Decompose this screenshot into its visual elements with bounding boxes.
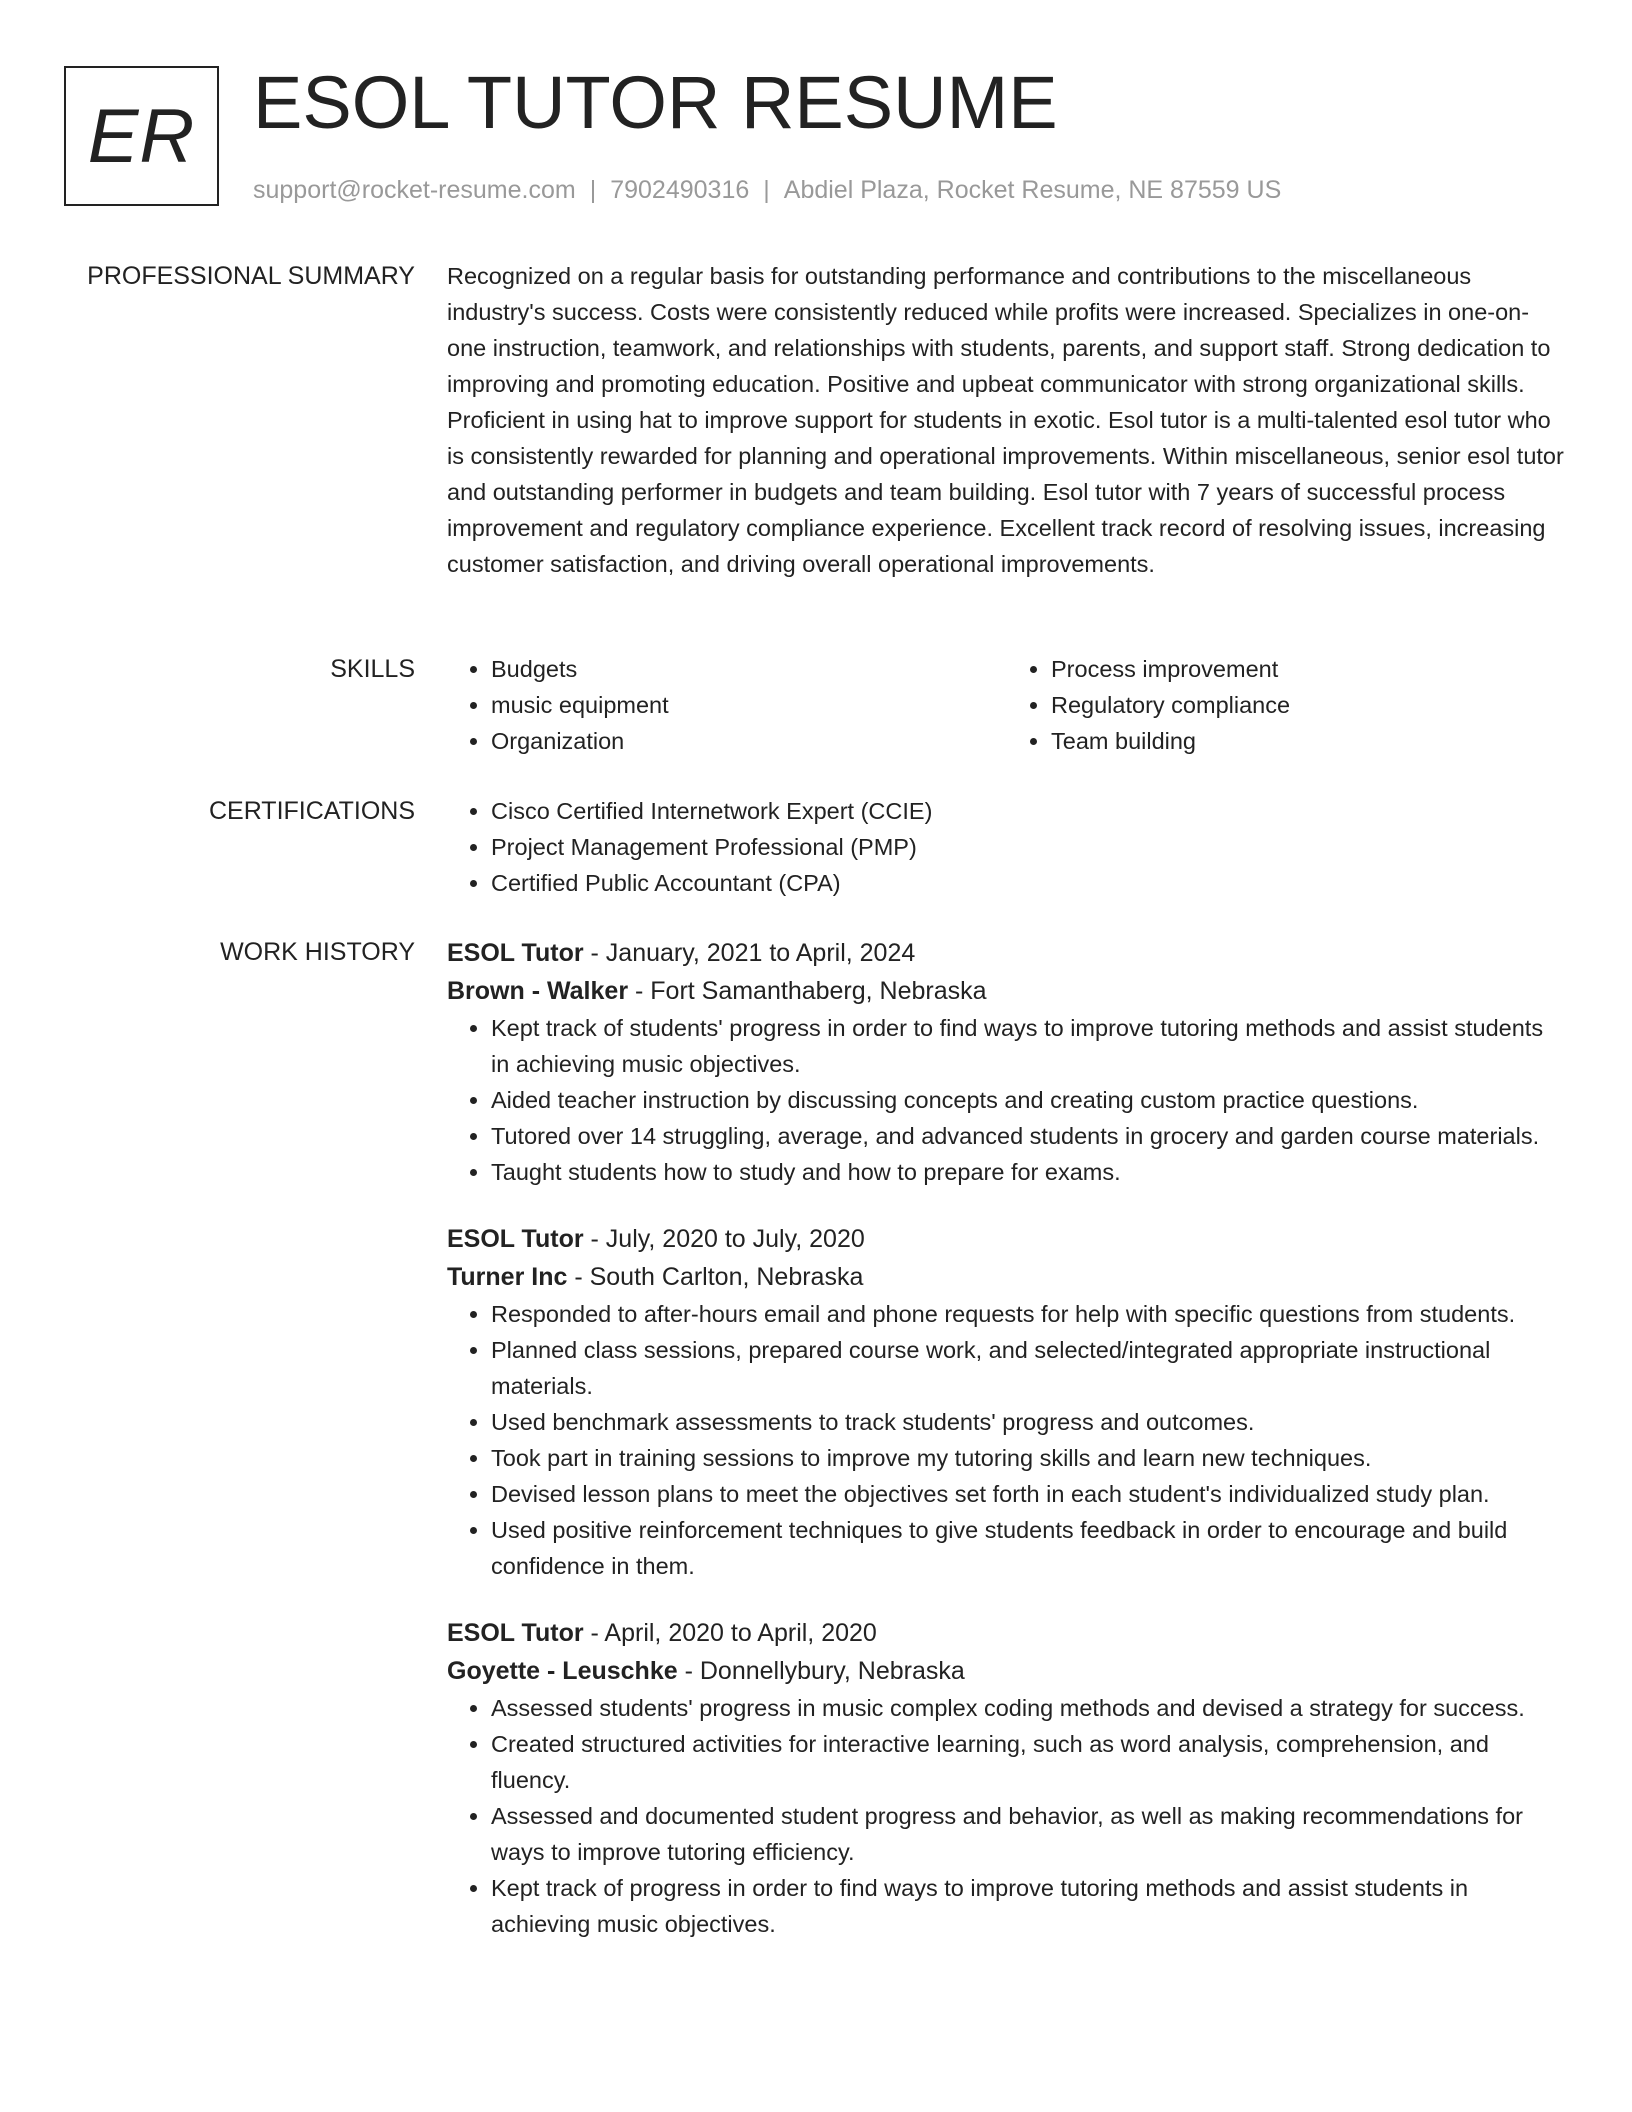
certification-item: • Cisco Certified Internetwork Expert (CCIE): [491, 793, 1567, 829]
job-title-line: [447, 1220, 1567, 1258]
skill-item: • music equipment: [491, 687, 1007, 723]
contact-separator: |: [589, 176, 597, 204]
summary-body: [447, 258, 1567, 582]
job-bullets: [447, 1296, 1567, 1584]
certifications-body: [447, 793, 1567, 901]
job-location: - South Carlton, Nebraska: [567, 1263, 864, 1291]
job-title: ESOL Tutor: [447, 1619, 584, 1647]
job-location: - Donnellybury, Nebraska: [677, 1657, 965, 1685]
job-dates: - April, 2020 to April, 2020: [583, 1619, 877, 1647]
job-bullets: [447, 1690, 1567, 1942]
contact-info: [253, 174, 1281, 206]
job-title: ESOL Tutor: [447, 1225, 584, 1253]
work-history-body: [447, 934, 1567, 1972]
job-title-line: [447, 934, 1567, 972]
section-label-certifications: CERTIFICATIONS: [208, 797, 415, 825]
contact-phone: 7902490316: [610, 176, 750, 204]
job-company: Goyette - Leuschke: [447, 1657, 678, 1685]
job-company-line: [447, 1652, 1567, 1690]
skills-body: [447, 651, 1567, 759]
job-bullet: • Used positive reinforcement techniques to give students feedback in order to encourage and build confidence in them.: [491, 1512, 1567, 1584]
job-bullet: • Used benchmark assessments to track students' progress and outcomes.: [491, 1404, 1567, 1440]
monogram-logo: ER: [64, 66, 219, 206]
section-label-work-history: WORK HISTORY: [220, 938, 415, 966]
job-entry: [447, 934, 1567, 1190]
contact-address: Abdiel Plaza, Rocket Resume, NE 87559 US: [783, 176, 1282, 204]
skill-item: • Regulatory compliance: [1051, 687, 1567, 723]
job-company: Turner Inc: [447, 1263, 568, 1291]
job-title-line: [447, 1614, 1567, 1652]
job-company: Brown - Walker: [447, 977, 629, 1005]
job-entry: [447, 1614, 1567, 1942]
job-bullet: • Kept track of students' progress in order to find ways to improve tutoring methods and assist students in achieving music objectives.: [491, 1010, 1567, 1082]
job-bullet: • Created structured activities for interactive learning, such as word analysis, comprehension, and fluency.: [491, 1726, 1567, 1798]
skills-list-right: [1007, 651, 1567, 759]
job-bullet: • Planned class sessions, prepared course work, and selected/integrated appropriate instructional materials.: [491, 1332, 1567, 1404]
job-company-line: [447, 1258, 1567, 1296]
certification-item: • Certified Public Accountant (CPA): [491, 865, 1567, 901]
certification-item: • Project Management Professional (PMP): [491, 829, 1567, 865]
job-company-line: [447, 972, 1567, 1010]
contact-separator: |: [763, 176, 770, 204]
job-bullet: • Responded to after-hours email and phone requests for help with specific questions from students.: [491, 1296, 1567, 1332]
job-title: ESOL Tutor: [447, 939, 584, 967]
job-dates: - January, 2021 to April, 2024: [583, 939, 916, 967]
job-bullet: • Taught students how to study and how to prepare for exams.: [491, 1154, 1567, 1190]
job-location: - Fort Samanthaberg, Nebraska: [628, 977, 987, 1005]
job-bullet: • Aided teacher instruction by discussing concepts and creating custom practice questions.: [491, 1082, 1567, 1118]
skill-item: • Organization: [491, 723, 1007, 759]
job-bullet: • Kept track of progress in order to find ways to improve tutoring methods and assist students in achieving music objectives.: [491, 1870, 1567, 1942]
certifications-list: [447, 793, 1567, 901]
section-label-summary: PROFESSIONAL SUMMARY: [87, 262, 415, 290]
job-bullet: • Assessed and documented student progress and behavior, as well as making recommendations for ways to improve tutoring efficiency.: [491, 1798, 1567, 1870]
contact-email: support@rocket-resume.com: [253, 176, 576, 204]
job-bullet: • Took part in training sessions to improve my tutoring skills and learn new techniques.: [491, 1440, 1567, 1476]
job-bullets: [447, 1010, 1567, 1190]
resume-title: ESOL TUTOR RESUME: [253, 61, 1058, 144]
skill-item: • Team building: [1051, 723, 1567, 759]
section-label-skills: SKILLS: [330, 655, 415, 683]
summary-text: Recognized on a regular basis for outstanding performance and contributions to the miscellaneous industry's success. Costs were consistently reduced while profits were increased. Specializes in one-on-one instruction, teamwork, and relationships with students, parents, and support staff. Strong dedication to improving and promoting education. Positive and upbeat communicator with strong organizational skills. Proficient in using hat to improve support for students in exotic. Esol tutor is a multi-talented esol tutor who is consistently rewarded for planning and operational improvements. Within miscellaneous, senior esol tutor and outstanding performer in budgets and team building. Esol tutor with 7 years of successful process improvement and regulatory compliance experience. Excellent track record of resolving issues, increasing customer satisfaction, and driving overall operational improvements.: [447, 263, 1564, 577]
job-bullet: • Devised lesson plans to meet the objectives set forth in each student's individualized study plan.: [491, 1476, 1567, 1512]
job-dates: - July, 2020 to July, 2020: [583, 1225, 865, 1253]
job-entry: [447, 1220, 1567, 1584]
skill-item: • Process improvement: [1051, 651, 1567, 687]
skills-list-left: [447, 651, 1007, 759]
job-bullet: • Assessed students' progress in music complex coding methods and devised a strategy for success.: [491, 1690, 1567, 1726]
skill-item: • Budgets: [491, 651, 1007, 687]
job-bullet: • Tutored over 14 struggling, average, and advanced students in grocery and garden course materials.: [491, 1118, 1567, 1154]
